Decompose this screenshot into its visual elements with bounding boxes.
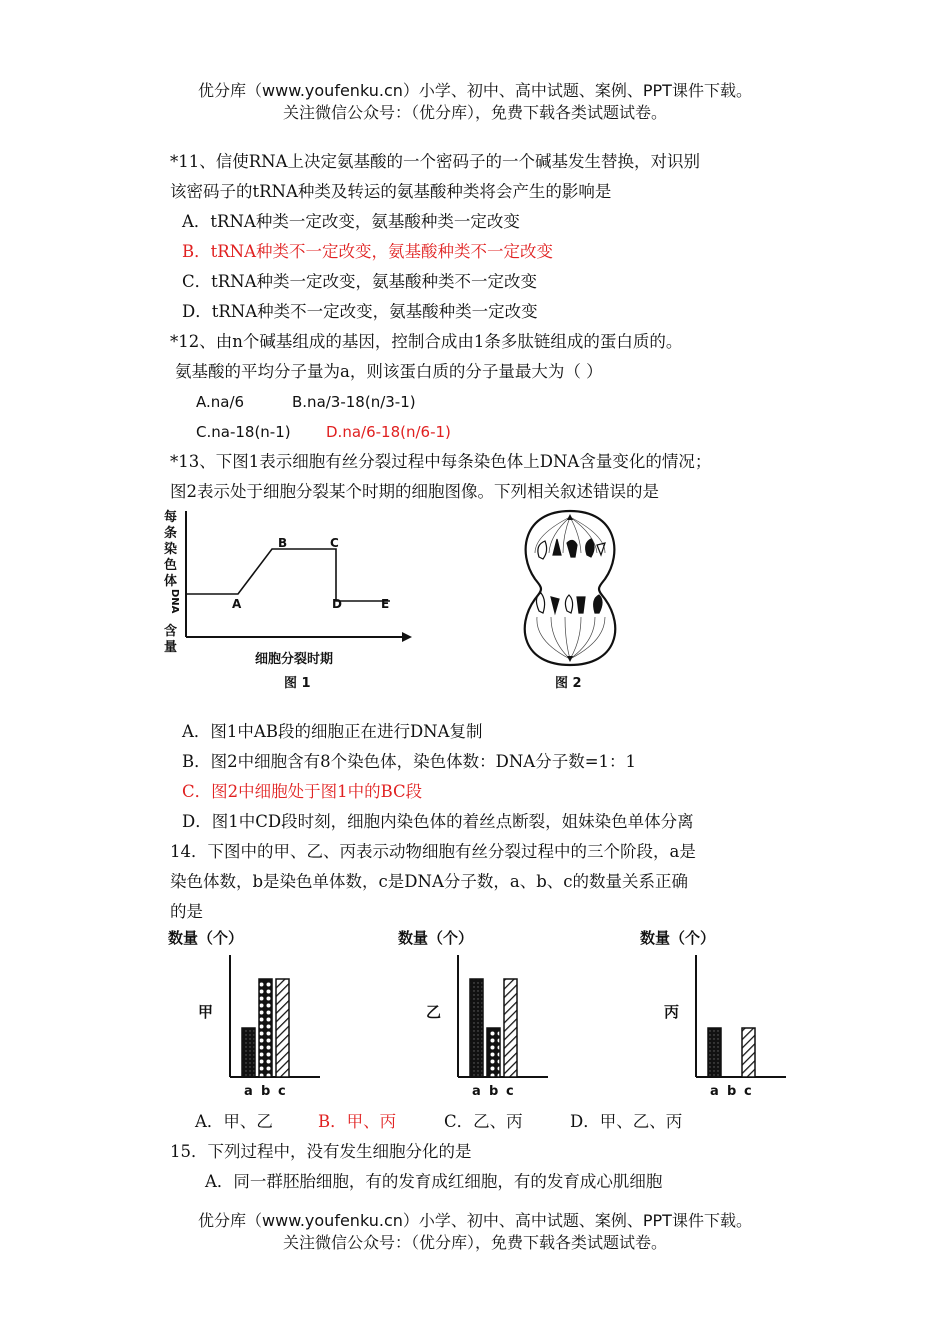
fig1-point-d: D <box>332 597 342 611</box>
chart-ylabel: 数量（个） <box>640 929 716 947</box>
q12-stem-line-2: 氨基酸的平均分子量为a，则该蛋白质的分子量最大为（ ） <box>175 362 603 381</box>
q12-stem-line-1: *12、由n个碱基组成的基因，控制合成由1条多肽链组成的蛋白质的。 <box>170 332 683 351</box>
q11-option-d: D．tRNA种类不一定改变，氨基酸种类一定改变 <box>182 302 538 321</box>
fig1-ylabel-char: 含 <box>164 624 178 639</box>
figure-1-dna-graph <box>160 505 420 695</box>
q14-stem-line-3: 的是 <box>170 902 203 921</box>
chromosomes-lower <box>536 593 602 613</box>
chart-bar-c <box>276 979 289 1077</box>
fig1-ylabel-char: 量 <box>164 640 178 655</box>
fig1-xlabel: 细胞分裂时期 <box>255 652 334 667</box>
fig1-point-e: E <box>381 597 390 611</box>
header-line-1: 优分库（www.youfenku.cn）小学、初中、高中试题、案例、PPT课件下载。 <box>198 81 752 100</box>
fig1-ylabel-char: 条 <box>164 526 178 541</box>
header-line-2: 关注微信公众号：（优分库），免费下载各类试题试卷。 <box>282 103 667 122</box>
q13-option-c: C．图2中细胞处于图1中的BC段 <box>182 782 423 801</box>
fig1-ylabel-char: 体 <box>164 574 178 589</box>
centrosome-bottom <box>567 656 573 662</box>
q15-option-a: A．同一群胚胎细胞，有的发育成红细胞，有的发育成心肌细胞 <box>205 1172 663 1191</box>
q13-option-a: A．图1中AB段的细胞正在进行DNA复制 <box>182 722 483 741</box>
q15-stem: 15．下列过程中，没有发生细胞分化的是 <box>170 1142 472 1161</box>
fig1-curve <box>186 549 390 601</box>
chart-tick-label-a: a <box>472 1084 481 1099</box>
fig1-ylabel-dna: DNA <box>169 589 180 614</box>
fig1-ylabel-char: 每 <box>164 510 178 525</box>
chart-bar-a <box>242 1028 255 1077</box>
q14-stem-line-2: 染色体数，b是染色单体数，c是DNA分子数，a、b、c的数量关系正确 <box>170 872 689 891</box>
q14-option-a: A．甲、乙 <box>195 1112 273 1131</box>
chart-tick-label-b: b <box>489 1084 499 1099</box>
q12-option-a: A.na/6 <box>196 393 245 411</box>
chart-ylabel: 数量（个） <box>398 929 474 947</box>
chart-tick-label-a: a <box>710 1084 719 1099</box>
chart-bar-b <box>487 1028 500 1077</box>
chart-tick-label-b: b <box>261 1084 271 1099</box>
fig1-point-a: A <box>232 597 242 611</box>
q11-option-c: C．tRNA种类一定改变，氨基酸种类不一定改变 <box>182 272 538 291</box>
q13-option-b: B．图2中细胞含有8个染色体，染色体数：DNA分子数=1：1 <box>182 752 637 771</box>
q14-stem-line-1: 14．下图中的甲、乙、丙表示动物细胞有丝分裂过程中的三个阶段，a是 <box>170 842 696 861</box>
footer-line-2: 关注微信公众号：（优分库），免费下载各类试题试卷。 <box>282 1233 667 1252</box>
q12-option-d: D.na/6-18(n/6-1) <box>326 423 451 441</box>
q11-option-b: B．tRNA种类不一定改变，氨基酸种类不一定改变 <box>182 242 554 261</box>
fig1-ylabel-char: 染 <box>164 542 178 557</box>
q14-option-d: D．甲、乙、丙 <box>570 1112 683 1131</box>
chart-panel-title: 乙 <box>426 1003 442 1021</box>
chart-tick-label-a: a <box>244 1084 253 1099</box>
q13-stem-line-2: 图2表示处于细胞分裂某个时期的细胞图像。下列相关叙述错误的是 <box>170 482 659 501</box>
centrosome-top <box>567 514 573 520</box>
q11-option-a: A．tRNA种类一定改变，氨基酸种类一定改变 <box>182 212 520 231</box>
chart-bar-a <box>470 979 483 1077</box>
fig1-point-c: C <box>330 536 339 550</box>
fig1-caption: 图 1 <box>284 676 311 691</box>
q11-stem-line-2: 该密码子的tRNA种类及转运的氨基酸种类将会产生的影响是 <box>170 182 612 201</box>
chart-tick-label-c: c <box>278 1084 286 1099</box>
q14-option-b: B．甲、丙 <box>318 1112 397 1131</box>
q14-option-c: C．乙、丙 <box>444 1112 523 1131</box>
footer-line-1: 优分库（www.youfenku.cn）小学、初中、高中试题、案例、PPT课件下载。 <box>198 1211 752 1230</box>
q13-option-d: D．图1中CD段时刻，细胞内染色体的着丝点断裂，姐妹染色单体分离 <box>182 812 694 831</box>
q12-option-c: C.na-18(n-1) <box>196 423 291 441</box>
fig2-caption: 图 2 <box>555 676 582 691</box>
chart-ylabel: 数量（个） <box>168 929 244 947</box>
chart-tick-label-b: b <box>727 1084 737 1099</box>
chart-bar-c <box>742 1028 755 1077</box>
chart-panel-title: 甲 <box>198 1003 214 1021</box>
fig1-x-arrow <box>402 632 412 642</box>
chart-bar-b <box>259 979 272 1077</box>
q13-stem-line-1: *13、下图1表示细胞有丝分裂过程中每条染色体上DNA含量变化的情况； <box>170 452 712 471</box>
chromosomes-upper <box>538 539 605 559</box>
fig1-point-b: B <box>278 536 288 550</box>
q11-stem-line-1: *11、信使RNA上决定氨基酸的一个密码子的一个碱基发生替换，对识别 <box>170 152 701 171</box>
chart-bar-a <box>708 1028 721 1077</box>
chart-bar-c <box>504 979 517 1077</box>
cell-membrane <box>525 511 616 665</box>
figure-2-cell-image <box>505 505 635 695</box>
spindle-fibers <box>535 517 605 659</box>
chart-tick-label-c: c <box>744 1084 752 1099</box>
chart-panel-title: 丙 <box>664 1003 680 1021</box>
q14-bar-charts <box>160 925 810 1100</box>
chart-tick-label-c: c <box>506 1084 514 1099</box>
q12-option-b: B.na/3-18(n/3-1) <box>292 393 416 411</box>
fig1-ylabel-char: 色 <box>164 558 178 573</box>
